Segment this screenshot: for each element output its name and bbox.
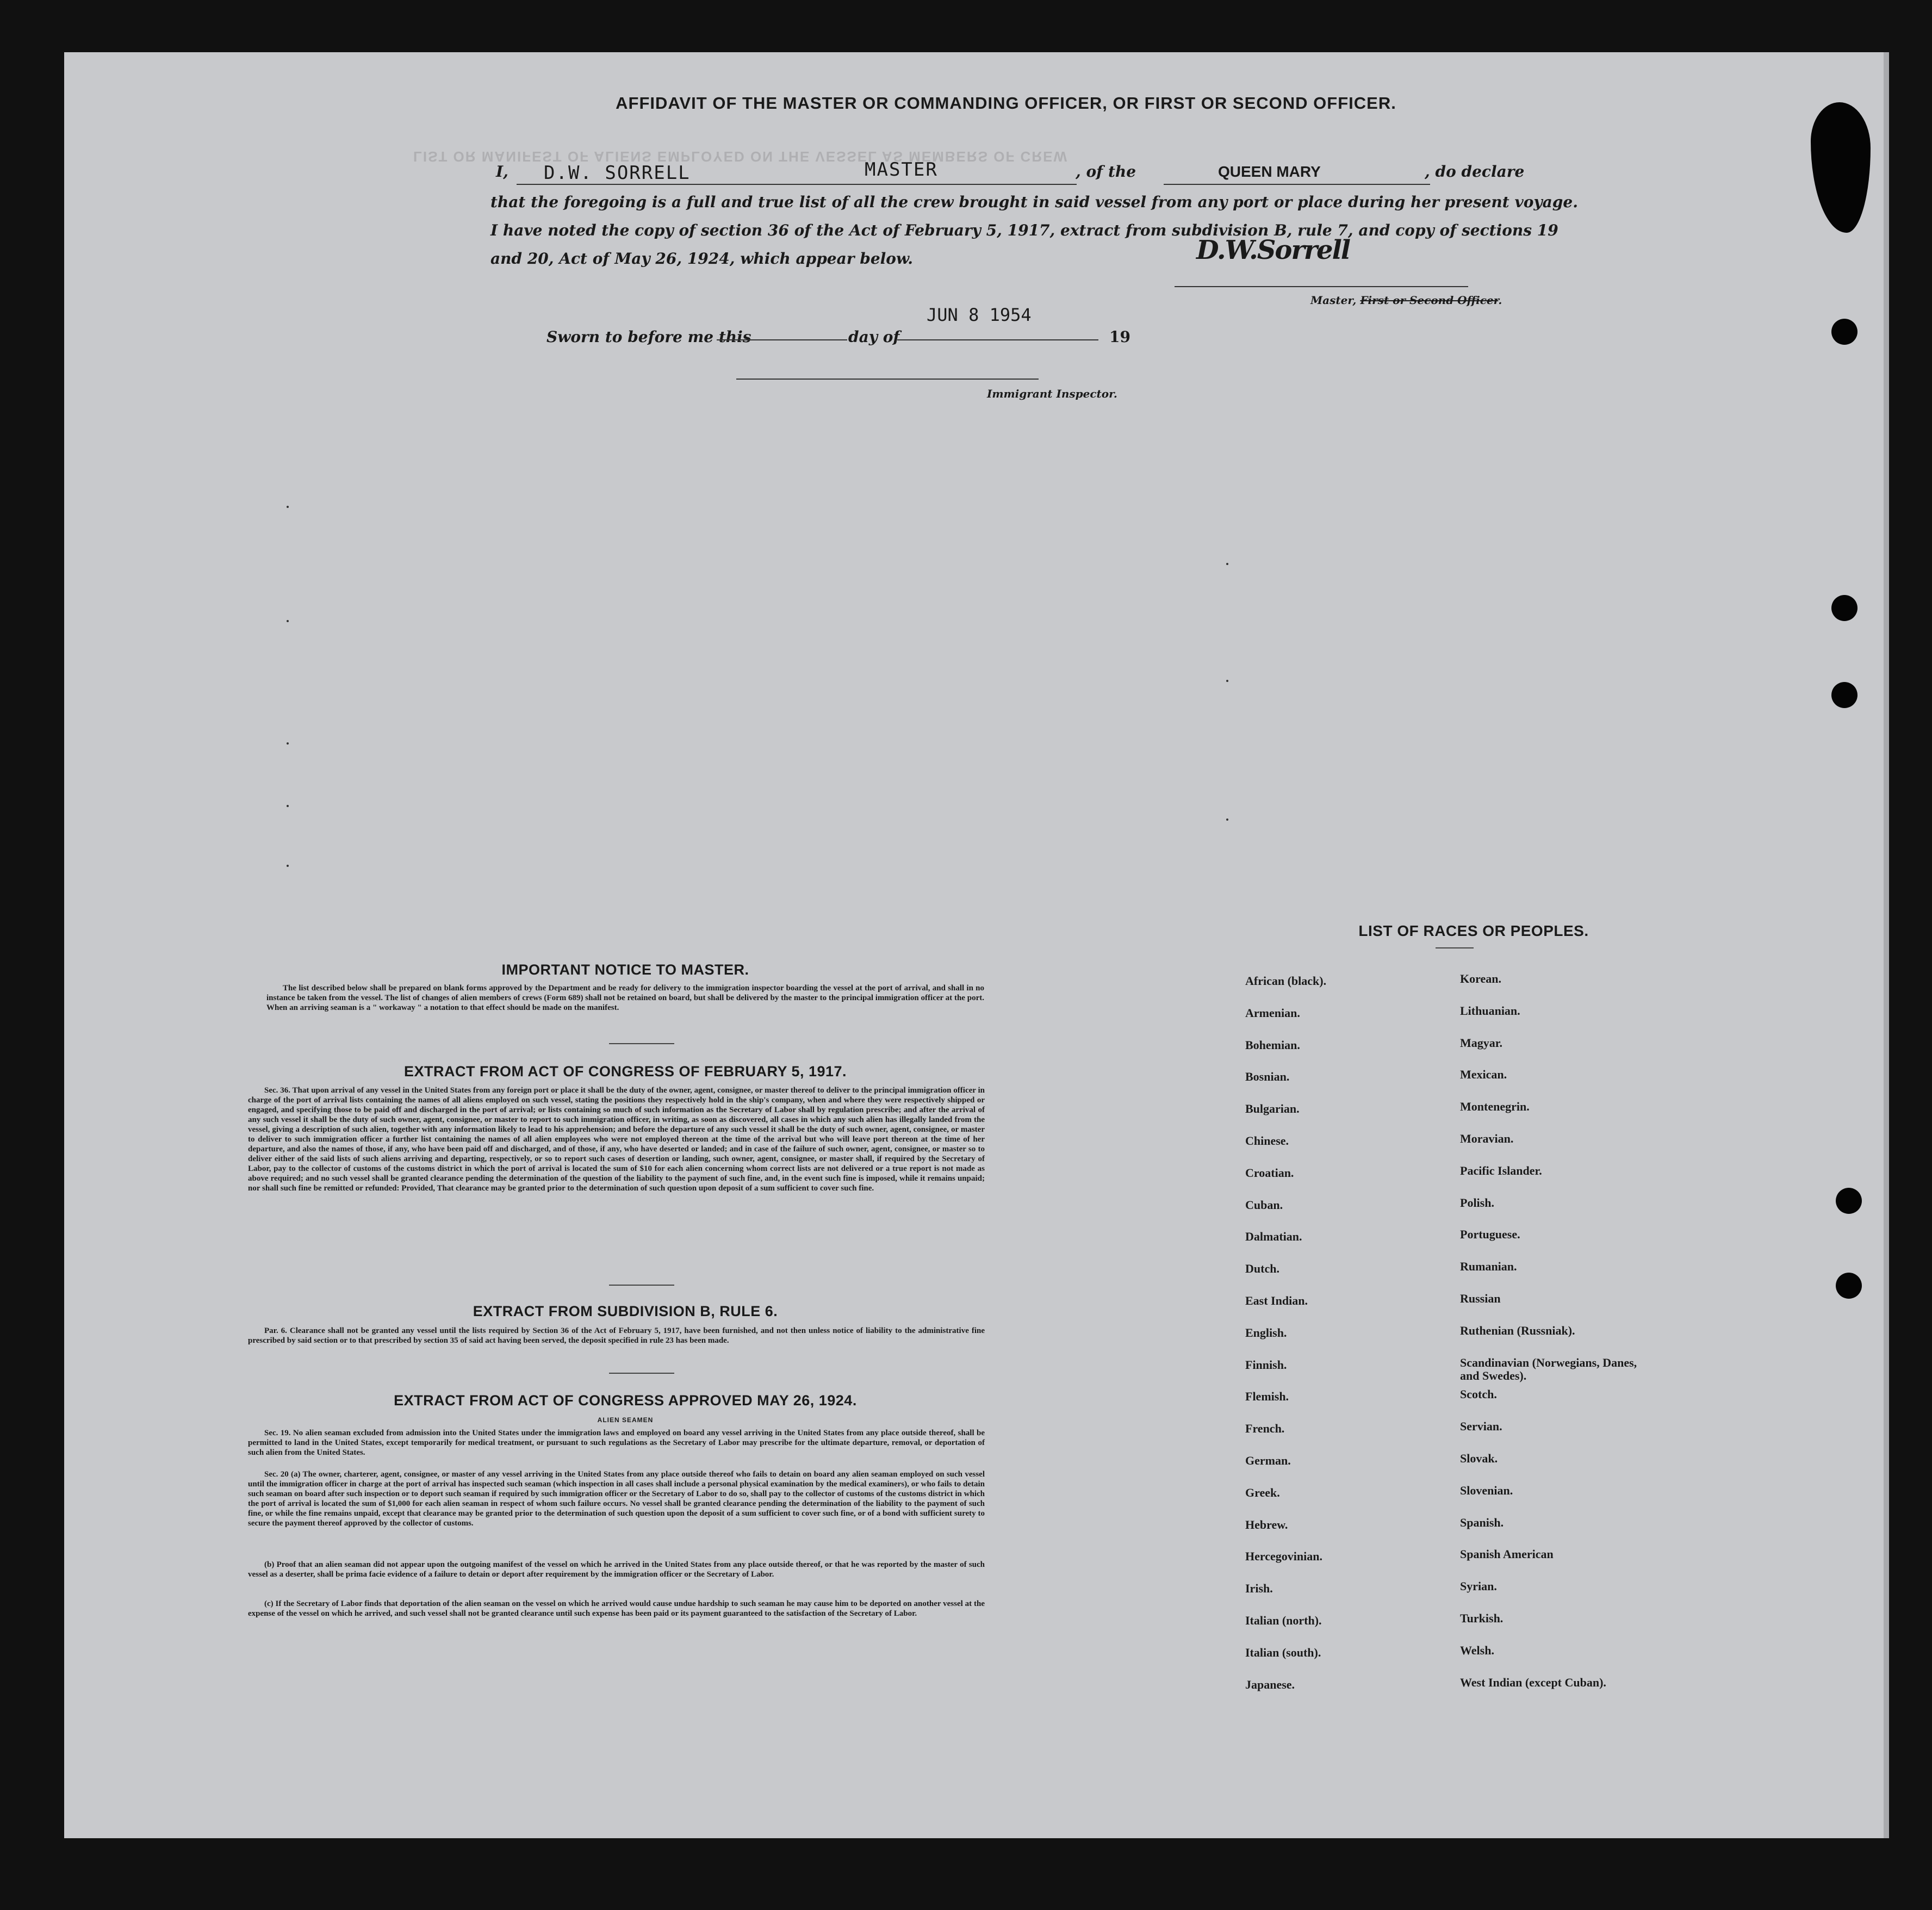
separator — [1436, 947, 1474, 948]
declarant-name-line — [517, 184, 1077, 185]
race-entry: Bohemian. — [1245, 1038, 1300, 1052]
race-entry: Pacific Islander. — [1460, 1163, 1542, 1177]
race-entry: Greek. — [1245, 1485, 1280, 1499]
race-entry: Magyar. — [1460, 1035, 1503, 1050]
races-title: LIST OF RACES OR PEOPLES. — [1358, 922, 1589, 939]
race-entry: Hercegovinian. — [1245, 1549, 1322, 1564]
signature-role-master: Master, — [1310, 294, 1357, 307]
declarant-prefix: I, — [496, 163, 508, 181]
vessel-name-line — [1164, 184, 1430, 185]
race-entry: Dutch. — [1245, 1262, 1279, 1276]
punch-hole — [1836, 1273, 1862, 1299]
race-entry: West Indian (except Cuban). — [1460, 1675, 1606, 1689]
race-entry: English. — [1245, 1325, 1287, 1340]
race-entry: Russian — [1460, 1292, 1501, 1305]
vessel-name: QUEEN MARY — [1218, 163, 1321, 180]
sec-20a-text: Sec. 20 (a) The owner, charterer, agent, consignee, or master of any vessel arriving in the United States from any place outside thereof who fails to detain on board any alien seaman employed on such vessel until the immigration officer in charge at the port of arrival has inspected such seaman (which inspection in all cases shall include a personal physical examination by the medical examiners), or who fails to detain such seaman on board after such inspection or to deport such seaman if required by such immigration officer or the Secretary of Labor to do so, shall pay to the collector of customs of the customs district in which the port of arrival is located the sum of $1,000 for each alien seaman in respect of whom such failure occurs. No vessel shall be granted clearance pending the determination of the liability to the payment of such fine, or while the fine remains unpaid, except that clearance may be granted prior to the determination of such question upon the deposit of a sum sufficient to cover such fine, or of a bond with sufficient surety to secure the payment thereof approved by the collector of customs. — [248, 1470, 985, 1528]
race-entry: Irish. — [1245, 1582, 1273, 1596]
margin-mark — [287, 742, 289, 745]
date-stamp: JUN 8 1954 — [927, 305, 1032, 325]
race-entry: Croatian. — [1245, 1165, 1294, 1180]
sec-19-text: Sec. 19. No alien seaman excluded from admission into the United States under the immigration laws and employed on board any vessel arriving in the United States from any place outside thereof, shall be permitted to land in the United States, except temporarily for medical treatment, or pursuant to such regulations as the Secretary of Labor may prescribe for the ultimate departure, removal, or deportation of such alien from the United States. — [248, 1429, 985, 1457]
race-entry: Slovenian. — [1460, 1483, 1513, 1497]
master-signature: D.W.Sorrell — [1196, 235, 1350, 265]
race-entry: French. — [1245, 1422, 1285, 1436]
race-entry: Rumanian. — [1460, 1260, 1517, 1274]
margin-mark — [1226, 818, 1228, 821]
extract-rule6-title: EXTRACT FROM SUBDIVISION B, RULE 6. — [473, 1303, 778, 1319]
race-entry: Cuban. — [1245, 1198, 1283, 1212]
race-entry: Spanish. — [1460, 1515, 1504, 1529]
sec-20b-text: (b) Proof that an alien seaman did not appear upon the outgoing manifest of the vessel on which he arrived in the United States from any place outside thereof, or that he was reported by the master of such vessel as a deserter, shall be prima facie evidence of a failure to detain or deport after requirement by the immigration officer or the Secretary of Labor. — [248, 1560, 985, 1579]
race-entry: Mexican. — [1460, 1068, 1507, 1082]
page-edge — [1884, 52, 1889, 1838]
notice-title: IMPORTANT NOTICE TO MASTER. — [501, 962, 749, 978]
sworn-year-prefix: 19 — [1109, 328, 1130, 346]
margin-mark — [287, 506, 289, 508]
affidavit-line-2: that the foregoing is a full and true list of all the crew brought in said vessel from any port or place during her present voyage. — [490, 193, 1578, 211]
margin-mark — [287, 620, 289, 622]
sworn-prefix: Sworn to before me this — [546, 328, 751, 346]
race-entry: Welsh. — [1460, 1643, 1494, 1657]
race-entry: Scotch. — [1460, 1387, 1497, 1402]
notice-text: The list described below shall be prepared on blank forms approved by the Department and be ready for delivery to the immigration inspector boarding the vessel at the port of arrival, and shall in no instance be taken from the vessel. The list of changes of alien members of crews (Form 689) shall not be retained on board, but shall be delivered by the master to the principal immigration officer at the port. When an arriving seaman is a " workaway " a notation to that effect should be made on the manifest. — [266, 984, 984, 1012]
extract-1917-title: EXTRACT FROM ACT OF CONGRESS OF FEBRUARY 5, 1917. — [403, 1063, 847, 1080]
race-entry: Montenegrin. — [1460, 1100, 1530, 1114]
do-declare-label: , do declare — [1425, 163, 1525, 181]
race-entry: Bulgarian. — [1245, 1102, 1300, 1116]
punch-hole — [1836, 1188, 1862, 1214]
race-entry: Italian (north). — [1245, 1614, 1322, 1627]
race-entry: Japanese. — [1245, 1677, 1295, 1691]
margin-mark — [287, 865, 289, 867]
signature-line — [1175, 286, 1468, 287]
separator — [609, 1285, 674, 1286]
race-entry: Korean. — [1460, 972, 1501, 985]
race-entry: Lithuanian. — [1460, 1003, 1520, 1018]
race-entry: Scandinavian (Norwegians, Danes, and Swedes). — [1460, 1355, 1637, 1382]
sworn-day-line — [717, 339, 847, 340]
race-entry: Turkish. — [1460, 1611, 1504, 1625]
margin-mark — [1226, 563, 1228, 565]
race-entry: Flemish. — [1245, 1390, 1289, 1404]
signature-role-end: . — [1498, 294, 1502, 307]
race-entry: Chinese. — [1245, 1134, 1289, 1148]
race-entry: Spanish American — [1460, 1547, 1554, 1561]
affidavit-line-4: and 20, Act of May 26, 1924, which appear below. — [490, 250, 913, 268]
race-entry: Portuguese. — [1460, 1227, 1520, 1242]
race-entry: Servian. — [1460, 1419, 1502, 1434]
race-entry: Moravian. — [1460, 1132, 1514, 1145]
race-entry: German. — [1245, 1454, 1291, 1467]
race-entry: Italian (south). — [1245, 1645, 1321, 1659]
race-entry: Ruthenian (Russniak). — [1460, 1323, 1575, 1337]
race-entry: Bosnian. — [1245, 1070, 1290, 1084]
separator — [609, 1043, 674, 1044]
race-entry: Dalmatian. — [1245, 1230, 1302, 1244]
of-the-label: , of the — [1076, 163, 1136, 181]
sworn-month-line — [897, 339, 1098, 340]
punch-hole — [1831, 319, 1858, 345]
extract-1924-title: EXTRACT FROM ACT OF CONGRESS APPROVED MAY 26, 1924. — [394, 1392, 857, 1409]
signature-role — [1310, 294, 1502, 307]
race-entry: Polish. — [1460, 1195, 1494, 1210]
extract-rule6-text: Par. 6. Clearance shall not be granted any vessel until the lists required by Section 36 of the Act of February 5, 1917, have been furnished, and not then unless notice of liability to the administrative fine prescribed by said section or to that prescribed by section 35 of said act having been served, the deposit specified in rule 23 has been made. — [248, 1326, 985, 1345]
inspector-label: Immigrant Inspector. — [987, 387, 1117, 400]
affidavit-title: AFFIDAVIT OF THE MASTER OR COMMANDING OFFICER, OR FIRST OR SECOND OFFICER. — [616, 94, 1396, 113]
margin-mark — [1226, 680, 1228, 682]
punch-hole — [1831, 595, 1858, 621]
race-entry: Hebrew. — [1245, 1517, 1288, 1531]
race-entry: Slovak. — [1460, 1452, 1498, 1465]
race-entry: East Indian. — [1245, 1294, 1308, 1307]
margin-mark — [287, 805, 289, 807]
race-entry: Syrian. — [1460, 1579, 1497, 1593]
extract-1917-text: Sec. 36. That upon arrival of any vessel in the United States from any foreign port or place it shall be the duty of the owner, agent, consignee, or master thereof to deliver to the principal immigration officer in charge of the port of arrival lists containing the names of all aliens employed on such vessel, stating the positions they respectively hold in the ship's company, when and where they were respectively shipped or engaged, and specifying those to be paid off and discharged in the port of arrival; or lists containing so much of such information as the Secretary of Labor shall by regulation prescribe; and after the arrival of any such vessel it shall be the duty of such owner, agent, consignee, or master to report to such immigration officer, in writing, as soon as discovered, all cases in which any such alien has illegally landed from the vessel, giving a description of such alien, together with any information likely to lead to his apprehension; and before the departure of any such vessel it shall be the duty of such owner, agent, consignee, or master to deliver to such immigration officer a further list containing the names of all alien employees who were not employed thereon at the time of the arrival but who will leave port thereon at the time of her departure, and also the names of those, if any, who have been paid off and discharged, and of those, if any, who have deserted or landed; and in case of the failure of such owner, agent, consignee, or master so to deliver either of the said lists of such aliens arriving and departing, respectively, or so to report such cases of desertion or landing, such owner, agent, consignee, or master shall, if required by the Secretary of Labor, pay to the collector of customs of the customs district in which the port of arrival is located the sum of $10 for each alien concerning whom correct lists are not delivered or a true report is not made as above required; and no such vessel shall be granted clearance pending the determination of the question of the liability to the payment of such fine, and, in the event such fine is imposed, while it remains unpaid; nor shall such fine be remitted or refunded: Provided, That clearance may be granted prior to the determination of such question upon deposit of a sum sufficient to cover such fine. — [248, 1086, 985, 1193]
bleedthrough-text: LIST OR MANIFEST OF ALIENS EMPLOYED ON THE VESSEL AS MEMBERS OF CREW — [413, 148, 1068, 165]
race-entry: Armenian. — [1245, 1006, 1300, 1020]
separator — [609, 1373, 674, 1374]
extract-1924-subtitle: ALIEN SEAMEN — [597, 1416, 654, 1424]
sec-20c-text: (c) If the Secretary of Labor finds that deportation of the alien seaman on the vessel on which he arrived would cause undue hardship to such seaman he may cause him to be deported on another vessel at the expense of the vessel on which he arrived, and such vessel shall not be granted clearance until such expense has been paid or its payment guaranteed to the satisfaction of the Secretary of Labor. — [248, 1599, 985, 1618]
sworn-day-of: day of — [848, 328, 900, 346]
declarant-rank: MASTER — [865, 159, 938, 181]
race-entry: African (black). — [1245, 974, 1327, 988]
inspector-signature-line — [736, 379, 1039, 380]
race-entry: Finnish. — [1245, 1357, 1287, 1372]
punch-hole — [1831, 682, 1858, 708]
signature-role-struck: First or Second Officer — [1360, 294, 1499, 307]
affidavit-line-3: I have noted the copy of section 36 of the Act of February 5, 1917, extract from subdivision B, rule 7, and copy of sections 19 — [490, 221, 1558, 239]
declarant-name: D.W. SORRELL — [544, 162, 691, 184]
